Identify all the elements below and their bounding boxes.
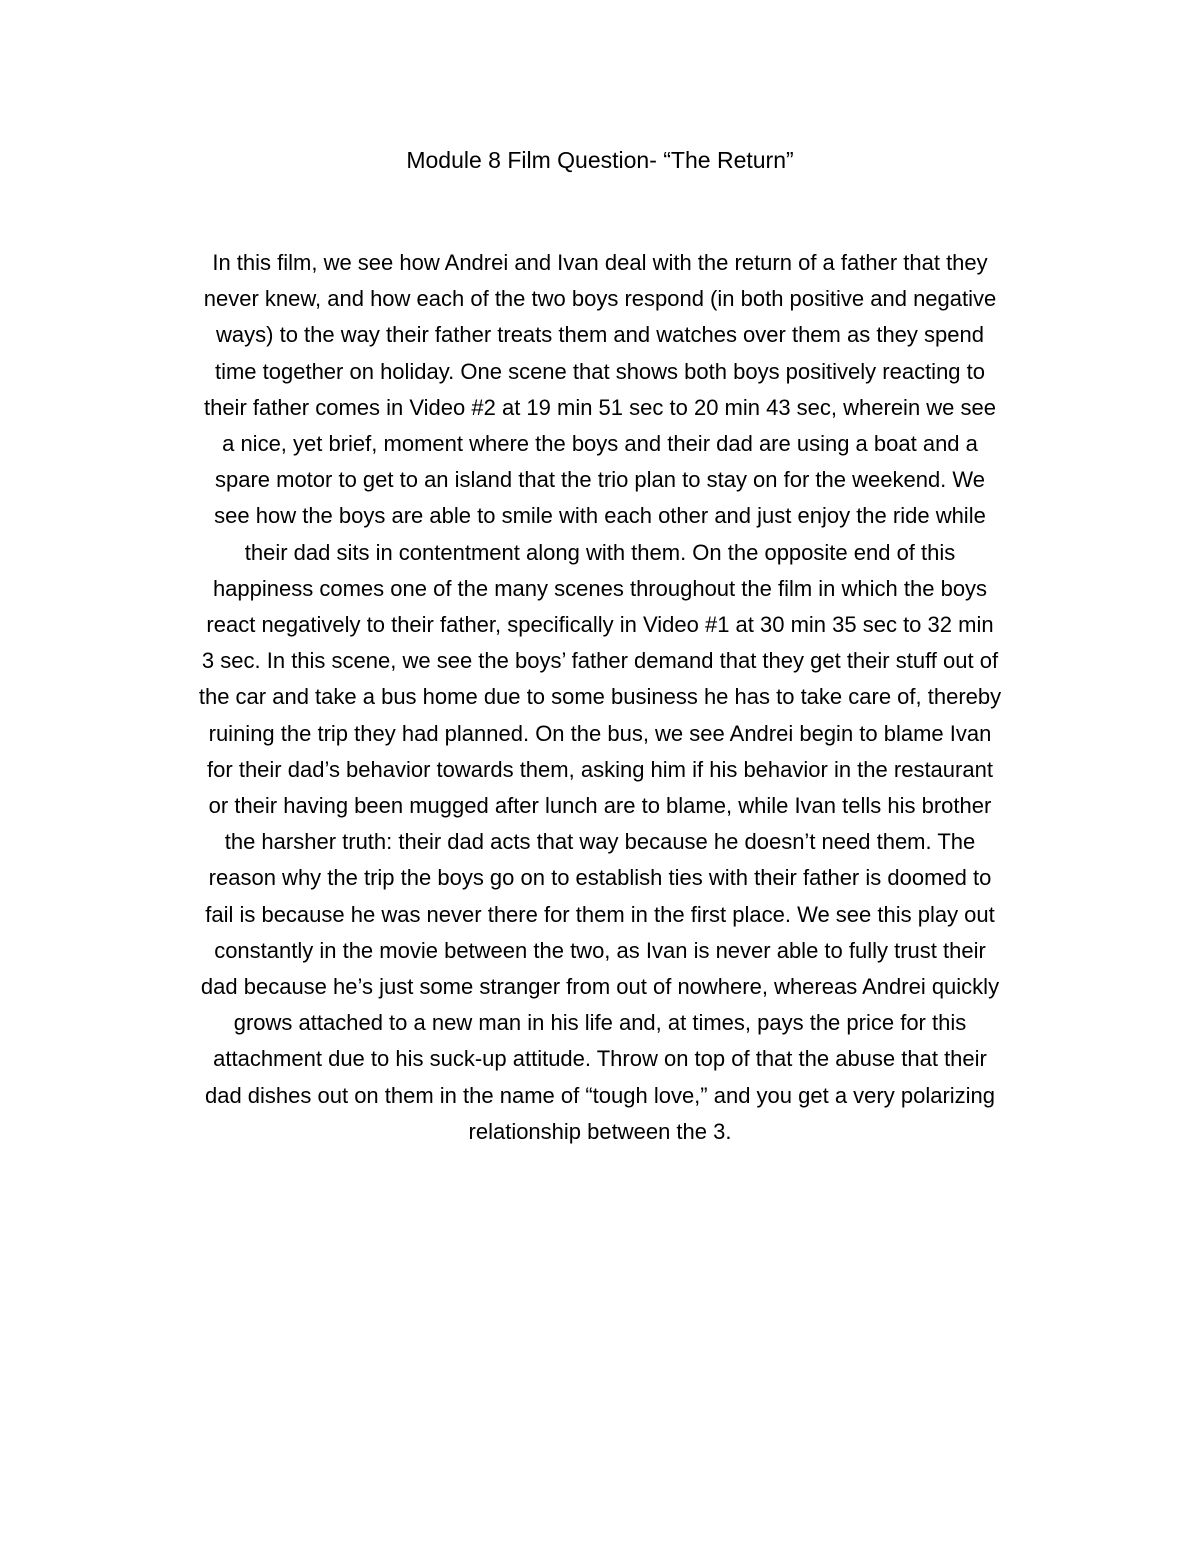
body-line: dad because he’s just some stranger from out of nowhere, whereas Andrei quickly [200, 974, 1000, 1000]
body-line: their father comes in Video #2 at 19 min 51 sec to 20 min 43 sec, wherein we see [203, 394, 997, 420]
body-line: ways) to the way their father treats them and watches over them as they spend [216, 322, 984, 348]
document-body [120, 245, 1080, 1150]
body-line: or their having been mugged after lunch are to blame, while Ivan tells his brother [208, 793, 992, 819]
body-line: the harsher truth: their dad acts that way because he doesn’t need them. The [224, 829, 976, 855]
body-line: ruining the trip they had planned. On the bus, we see Andrei begin to blame Ivan [208, 720, 992, 746]
body-line: a nice, yet brief, moment where the boys and their dad are using a boat and a [222, 431, 978, 457]
body-line: reason why the trip the boys go on to establish ties with their father is doomed to [208, 865, 992, 891]
body-line: relationship between the 3. [468, 1118, 732, 1144]
body-line: happiness comes one of the many scenes throughout the film in which the boys [212, 575, 988, 601]
body-line: attachment due to his suck-up attitude. Throw on top of that the abuse that their [213, 1046, 987, 1072]
body-line: never knew, and how each of the two boys respond (in both positive and negative [203, 286, 997, 312]
body-line: the car and take a bus home due to some business he has to take care of, thereby [198, 684, 1002, 710]
body-line: In this film, we see how Andrei and Ivan deal with the return of a father that they [212, 250, 988, 275]
body-line: react negatively to their father, specifically in Video #1 at 30 min 35 sec to 32 min [206, 612, 994, 638]
body-line: grows attached to a new man in his life and, at times, pays the price for this [233, 1010, 967, 1036]
body-line: see how the boys are able to smile with each other and just enjoy the ride while [214, 503, 986, 529]
body-line: their dad sits in contentment along with them. On the opposite end of this [244, 539, 956, 565]
document-title: Module 8 Film Question- “The Return” [406, 147, 794, 173]
body-line: 3 sec. In this scene, we see the boys’ father demand that they get their stuff out of [201, 648, 999, 674]
body-line: dad dishes out on them in the name of “tough love,” and you get a very polarizing [204, 1082, 996, 1108]
body-line: time together on holiday. One scene that shows both boys positively reacting to [214, 358, 986, 384]
body-line: fail is because he was never there for them in the first place. We see this play out [205, 901, 995, 927]
body-line: for their dad’s behavior towards them, asking him if his behavior in the restaurant [207, 756, 993, 782]
body-line: constantly in the movie between the two, as Ivan is never able to fully trust their [214, 937, 986, 963]
body-line: spare motor to get to an island that the trio plan to stay on for the weekend. We [214, 467, 986, 493]
